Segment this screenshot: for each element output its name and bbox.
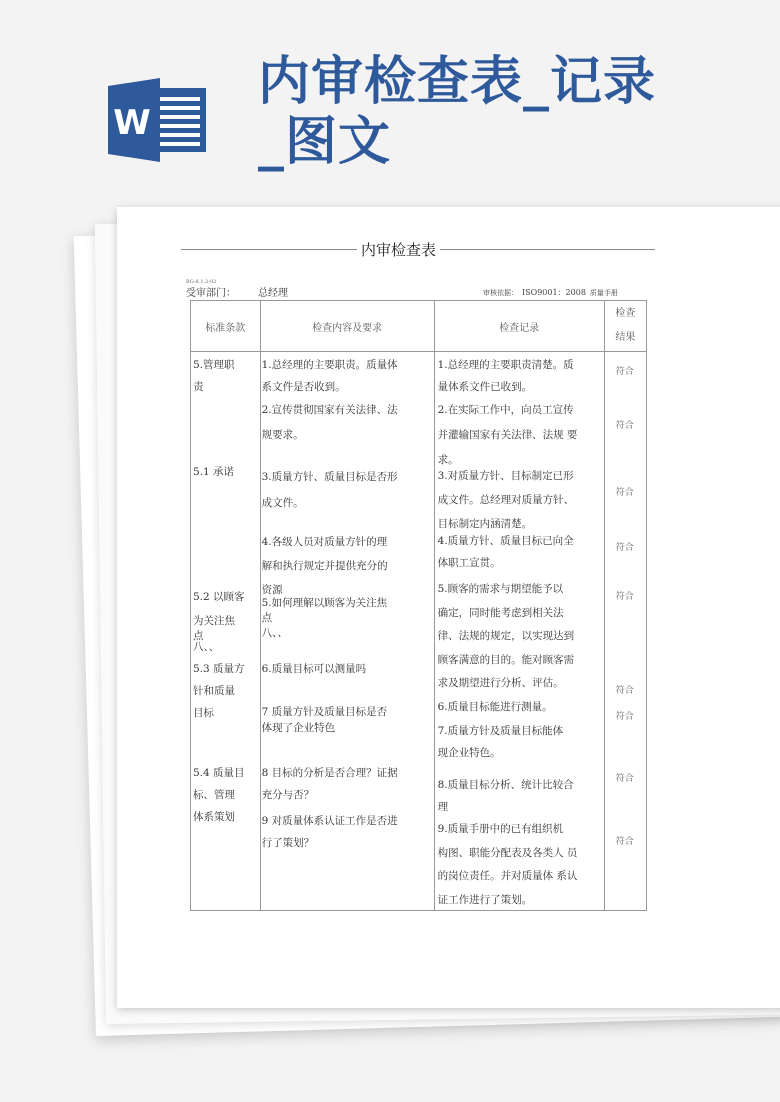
page-title (258, 52, 678, 172)
basis-standard: ISO9001：2008 (522, 288, 586, 297)
record-item: 6.质量目标能进行测量。 (437, 701, 553, 713)
dept-label: 受审部门： (186, 288, 236, 299)
table-body-row (191, 352, 647, 911)
record-item: 5.顾客的需求与期望能予以 确定，同时能考虑到相关法 律、法规的规定，以实现达到 顾客满意的目的。能对顾客需 求及期望进行分析、评估。 (437, 583, 575, 689)
requirement-item: 9 对质量体系认证工作是否进 行了策划？ (261, 815, 398, 849)
requirement-item: 2.宣传贯彻国家有关法律、法 规要求。 (261, 404, 398, 441)
record-item: 8.质量目标分析、统计比较合 理 (437, 779, 574, 813)
result-badge: 符合 (615, 686, 634, 696)
clause-item: 5.3 质量方 针和质量 目标 (193, 663, 245, 719)
audit-checklist-table (190, 300, 647, 911)
result-badge: 符合 (615, 543, 634, 553)
record-item: 3.对质量方针、目标制定已形 成文件。总经理对质量方针、 目标制定内涵清楚。 (437, 470, 575, 530)
audit-basis (483, 287, 618, 298)
header-clause: 标准条款 (191, 301, 261, 352)
record-item: 7.质量方针及质量目标能体 现企业特色。 (437, 725, 564, 759)
result-badge: 符合 (615, 712, 634, 722)
word-icon-letter: W (113, 103, 151, 143)
record-item: 9.质量手册中的已有组织机 构图、职能分配表及各类人 员 的岗位责任。并对质量体 系认 证工作进行了策划。 (437, 823, 578, 906)
document-code: BG-8.1.2-02 (186, 279, 217, 285)
result-badge: 符合 (615, 421, 634, 431)
result-column (604, 352, 646, 911)
requirement-item: 3.质量方针、质量目标是否形 成文件。 (261, 471, 398, 509)
result-badge: 符合 (615, 592, 634, 602)
clause-item: 5.1 承诺 (193, 466, 235, 478)
requirement-item: 5.如何理解以顾客为关注焦 点 八、、 (261, 597, 388, 639)
title-line-1: 内审检查表_记录 (258, 51, 657, 112)
result-badge: 符合 (615, 488, 634, 498)
document-page (117, 207, 780, 1008)
audited-department (186, 284, 288, 299)
basis-label: 审核依据： (483, 289, 518, 297)
clause-item: 5.管理职 责 (193, 359, 235, 393)
record-item: 4.质量方针、质量目标已向全 体职工宣贯。 (437, 535, 574, 569)
requirements-column (260, 352, 434, 911)
clause-column (191, 352, 261, 911)
result-badge: 符合 (615, 837, 634, 847)
basis-manual: 质量手册 (589, 289, 618, 297)
dept-value: 总经理 (258, 288, 288, 299)
title-line-2: _图文 (258, 111, 392, 172)
requirement-item: 8 目标的分析是否合理？证据 充分与否？ (261, 767, 398, 801)
requirement-item: 6.质量目标可以测量吗 (261, 663, 367, 675)
result-badge: 符合 (615, 774, 634, 784)
table-header-row (191, 301, 647, 352)
word-document-icon (108, 78, 208, 162)
records-column (434, 352, 604, 911)
record-item: 2.在实际工作中，向员工宣传 并灌输国家有关法律、法规 要 求。 (437, 404, 578, 466)
document-title: 内审检查表 (357, 239, 440, 260)
record-item: 1.总经理的主要职责清楚。质 量体系文件已收到。 (437, 359, 574, 393)
requirement-item: 4.各级人员对质量方针的理 解和执行规定并提供充分的 资源 (261, 536, 388, 596)
header-records: 检查记录 (434, 301, 604, 352)
header-result: 检查 结果 (604, 301, 646, 352)
clause-item: 5.4 质量目 标、管理 体系策划 (193, 767, 245, 823)
header-requirements: 检查内容及要求 (260, 301, 434, 352)
result-badge: 符合 (615, 367, 634, 377)
clause-item: 5.2 以顾客 为关注焦 点 八、、 (193, 591, 245, 653)
requirement-item: 1.总经理的主要职责。质量体 系文件是否收到。 (261, 359, 398, 393)
requirement-item: 7 质量方针及质量目标是否 体现了企业特色 (261, 706, 388, 734)
